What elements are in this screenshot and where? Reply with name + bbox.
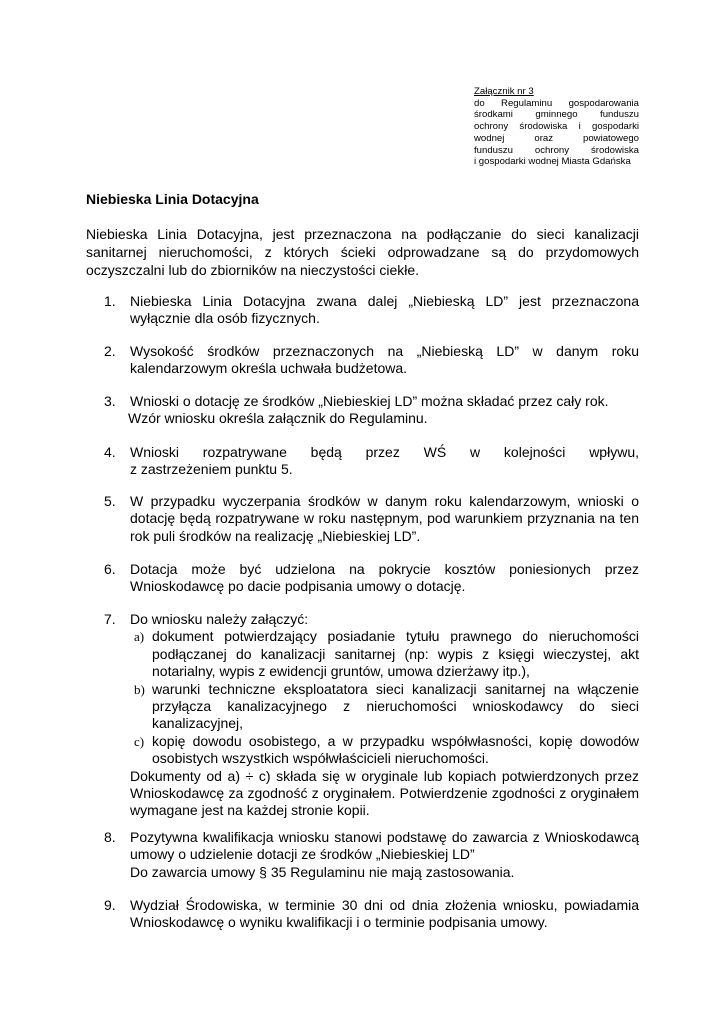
item-text: z zastrzeżeniem punktu 5.: [130, 461, 293, 478]
document-title: Niebieska Linia Dotacyjna: [86, 191, 259, 207]
item-text: Do zawarcia umowy § 35 Regulaminu nie mają zastosowania.: [130, 863, 515, 880]
sub-item-letter: c): [134, 733, 145, 749]
annex-line: i gospodarki wodnej Miasta Gdańska: [474, 156, 631, 168]
annex-line: ochrony środowiska i gospodarki: [474, 121, 639, 133]
sub-item-letter: a): [134, 629, 145, 645]
item-number: 8.: [104, 829, 116, 845]
sub-item-c: [130, 733, 639, 768]
list-item-8: [104, 829, 639, 881]
item-number: 5.: [104, 493, 116, 509]
item-text: Dotacja może być udzielona na pokrycie kosztów poniesionych przez Wnioskodawcę po dacie podpisania umowy o dotację.: [130, 561, 639, 595]
sub-item-text: kopię dowodu osobistego, a w przypadku współwłasności, kopię dowodów osobistych wszystkich współwłaścicieli nieruchomości.: [152, 732, 639, 767]
item-text: W przypadku wyczerpania środków w danym roku kalendarzowym, wnioski o dotację będą rozpatrywane w roku następnym, pod warunkiem przyznania na ten rok puli środków na realizację „Niebieskiej LD”.: [130, 493, 639, 544]
item-number: 1.: [104, 293, 116, 309]
item-number: 9.: [104, 897, 116, 913]
item-number: 2.: [104, 343, 116, 359]
item-text: Pozytywna kwalifikacja wniosku stanowi podstawę do zawarcia z Wnioskodawcą umowy o udzielenie dotacji ze środków „Niebieskiej LD”: [130, 829, 639, 863]
list-item-5: [104, 493, 639, 545]
list-item-7: [104, 611, 639, 820]
list-item-6: [104, 561, 639, 596]
item-text: Wnioski o dotację ze środków „Niebieskiej LD” można składać przez cały rok.: [130, 393, 609, 409]
sub-item-letter: b): [134, 681, 145, 697]
sub-item-text: warunki techniczne eksploatatora sieci kanalizacji sanitarnej na włączenie przyłącza kanalizacyjnego z nieruchomości wnioskodawcy do sieci kanalizacyjnej,: [152, 680, 639, 732]
item-text: Niebieska Linia Dotacyjna zwana dalej „Niebieską LD” jest przeznaczona wyłącznie dla osób fizycznych.: [130, 293, 639, 327]
annex-line: wodnej oraz powiatowego: [474, 132, 639, 144]
list-item-4: [104, 444, 639, 479]
list-item-3: [104, 393, 639, 428]
documents-note: Dokumenty od a) ÷ c) składa się w oryginale lub kopiach potwierdzonych przez Wnioskodawcę za zgodność z oryginałem. Potwierdzenie zgodności z oryginałem wymagane jest na każdej stronie kopii.: [130, 767, 639, 819]
list-item-9: [104, 897, 639, 932]
item-text: Wydział Środowiska, w terminie 30 dni od dnia złożenia wniosku, powiadamia Wnioskodawcę o wyniku kwalifikacji i o terminie podpisania umowy.: [130, 897, 639, 931]
item-number: 4.: [104, 444, 116, 460]
sub-item-a: [130, 628, 639, 680]
annex-line: funduszu ochrony środowiska: [474, 144, 639, 156]
list-item-1: [104, 293, 639, 328]
annex-line: do Regulaminu gospodarowania: [474, 97, 639, 109]
item-text: Do wniosku należy załączyć:: [130, 611, 309, 627]
item-number: 6.: [104, 561, 116, 577]
item-number: 7.: [104, 611, 116, 627]
sub-item-text: dokument potwierdzający posiadanie tytułu prawnego do nieruchomości podłączanej do kanalizacji sanitarnej (np: wypis z księgi wieczystej, akt notarialny, wypis z ewidencji gruntów, umowa dzierżawy itp.),: [152, 628, 639, 680]
sub-item-b: [130, 681, 639, 733]
list-item-2: [104, 343, 639, 378]
item-text: Wzór wniosku określa załącznik do Regulaminu.: [128, 410, 428, 427]
intro-paragraph: Niebieska Linia Dotacyjna, jest przeznaczona na podłączanie do sieci kanalizacji sanitarnej nieruchomości, z których ścieki odprowadzane są do przydomowych oczyszczalni lub do zbiorników na nieczystości ciekłe.: [86, 226, 639, 278]
item-number: 3.: [104, 393, 116, 409]
annex-line: środkami gminnego funduszu: [474, 109, 639, 121]
item-text: Wysokość środków przeznaczonych na „Niebieską LD” w danym roku kalendarzowym określa uchwała budżetowa.: [130, 343, 639, 377]
annex-heading: Załącznik nr 3: [474, 86, 534, 97]
annex-note: [474, 86, 639, 168]
item-text: Wnioski rozpatrywane będą przez WŚ w kolejności wpływu,: [130, 444, 639, 460]
